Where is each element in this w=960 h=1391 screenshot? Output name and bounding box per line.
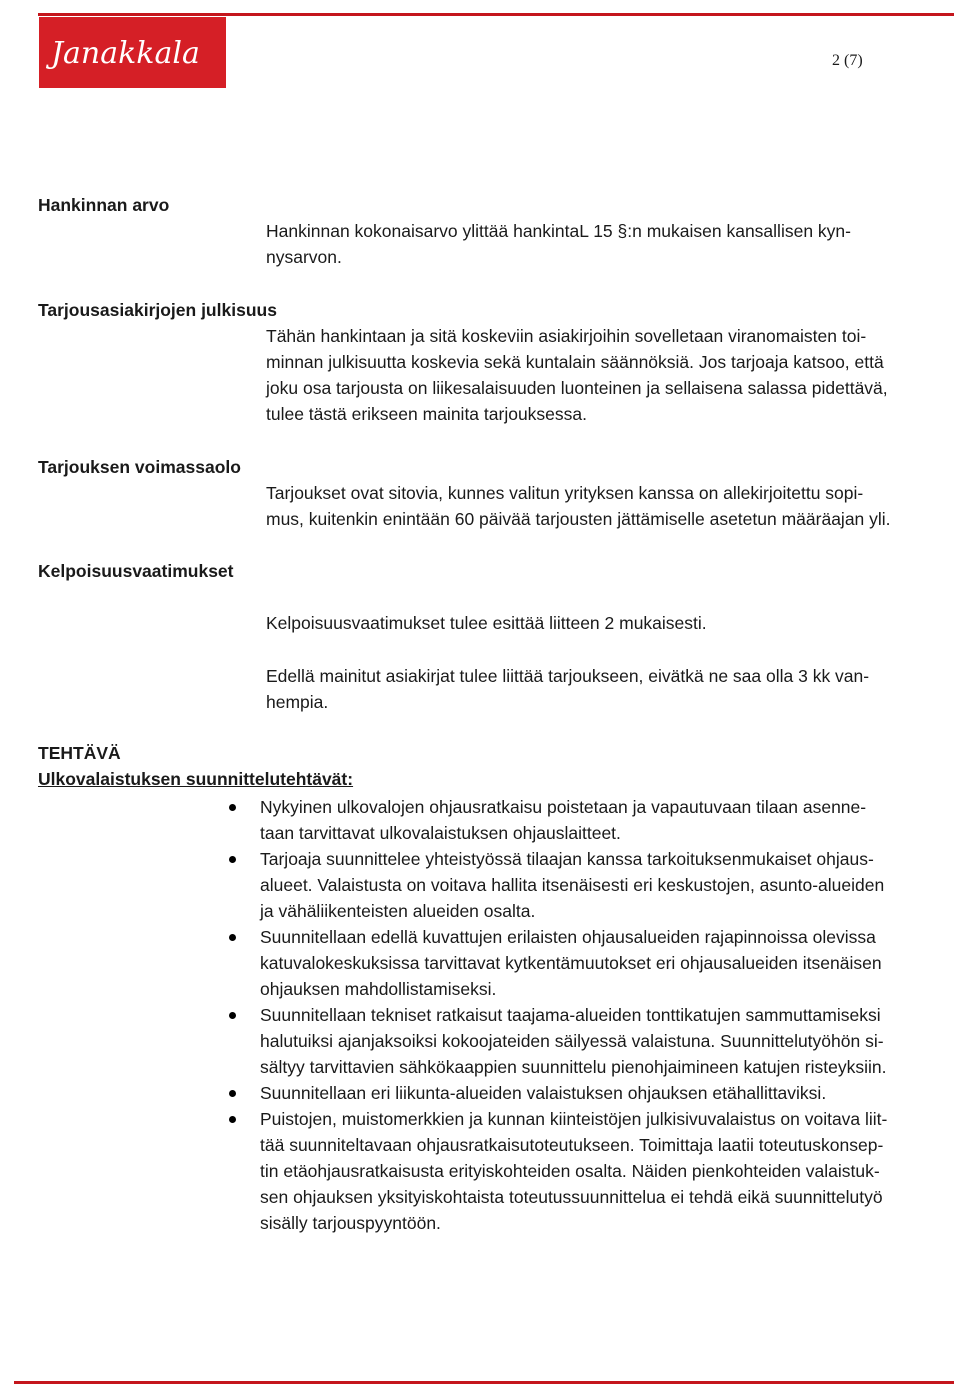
text-line: Kelpoisuusvaatimukset tulee esittää liitteen 2 mukaisesti. (266, 613, 707, 633)
text-line: sen ohjauksen yksityiskohtaista toteutussuunnittelua ei tehdä eikä suunnittelutyö (260, 1187, 883, 1207)
heading-kelpoisuusvaatimukset: Kelpoisuusvaatimukset (38, 561, 234, 581)
task-bullet-list (226, 794, 956, 1236)
bullet-icon (229, 804, 236, 811)
bullet-icon (229, 1012, 236, 1019)
heading-hankinnan-arvo: Hankinnan arvo (38, 195, 170, 215)
list-item (226, 1002, 956, 1080)
voimassaolo-text (266, 480, 956, 532)
text-line: ohjauksen mahdollistamiseksi. (260, 979, 497, 999)
janakkala-logo (39, 17, 226, 88)
kelpoisuus-text-1 (266, 610, 956, 636)
task-title: TEHTÄVÄ (38, 743, 121, 763)
text-line: Tarjoukset ovat sitovia, kunnes valitun yrityksen kanssa on allekirjoitettu sopi- (266, 483, 864, 503)
page-number: 2 (7) (832, 52, 863, 69)
text-line: halutuiksi ajanjaksoiksi kokoojateiden säilyessä valaistuna. Suunnittelutyöhön si- (260, 1031, 884, 1051)
bullet-icon (229, 934, 236, 941)
list-item (226, 794, 956, 846)
text-line: sisälly tarjouspyyntöön. (260, 1213, 441, 1233)
text-line: Tarjoaja suunnittelee yhteistyössä tilaajan kanssa tarkoituksenmukaiset ohjaus- (260, 849, 874, 869)
list-item (226, 1106, 956, 1236)
kelpoisuus-text-2 (266, 663, 956, 715)
text-line: tää suunniteltavaan ohjausratkaisutoteutukseen. Toimittaja laatii toteutuskonsep- (260, 1135, 884, 1155)
text-line: hempia. (266, 692, 329, 712)
text-line: taan tarvittavat ulkovalaistuksen ohjauslaitteet. (260, 823, 621, 843)
text-line: Puistojen, muistomerkkien ja kunnan kiinteistöjen julkisivuvalaistus on voitava liit- (260, 1109, 888, 1129)
logo-wordmark: Janakkala (51, 36, 200, 71)
list-item (226, 1080, 956, 1106)
header-rule (38, 13, 954, 16)
bullet-icon (229, 856, 236, 863)
text-line: Nykyinen ulkovalojen ohjausratkaisu poistetaan ja vapautuvaan tilaan asenne- (260, 797, 867, 817)
text-line: Tähän hankintaan ja sitä koskeviin asiakirjoihin sovelletaan viranomaisten toi- (266, 326, 867, 346)
julkisuus-text (266, 323, 956, 427)
text-line: alueet. Valaistusta on voitava hallita itsenäisesti eri keskustojen, asunto-alueiden (260, 875, 885, 895)
text-line: joku osa tarjousta on liikesalaisuuden luonteinen ja sellaisena salassa pidettävä, (266, 378, 888, 398)
text-line: Suunnitellaan tekniset ratkaisut taajama-alueiden tonttikatujen sammuttamiseksi (260, 1005, 881, 1025)
text-line: ja vähäliikenteisten alueiden osalta. (260, 901, 536, 921)
list-item (226, 924, 956, 1002)
task-subtitle: Ulkovalaistuksen suunnittelutehtävät: (38, 769, 354, 789)
text-line: katuvalokeskuksissa tarvittavat kytkentämuutokset eri ohjausalueiden itsenäisen (260, 953, 882, 973)
text-line: tin etäohjausratkaisusta erityiskohteiden osalta. Näiden pienkohteiden valaistuk- (260, 1161, 880, 1181)
heading-tarjousasiakirjojen-julkisuus: Tarjousasiakirjojen julkisuus (38, 300, 277, 320)
hankinnan-arvo-text (266, 218, 956, 270)
bullet-icon (229, 1090, 236, 1097)
text-line: Suunnitellaan eri liikunta-alueiden valaistuksen ohjauksen etähallittaviksi. (260, 1083, 827, 1103)
list-item (226, 846, 956, 924)
text-line: minnan julkisuutta koskevia sekä kuntalain säännöksiä. Jos tarjoaja katsoo, että (266, 352, 884, 372)
text-line: nysarvon. (266, 247, 342, 267)
bullet-icon (229, 1116, 236, 1123)
text-line: tulee tästä erikseen mainita tarjouksessa. (266, 404, 587, 424)
text-line: mus, kuitenkin enintään 60 päivää tarjousten jättämiselle asetetun määräajan yli. (266, 509, 891, 529)
text-line: Edellä mainitut asiakirjat tulee liittää tarjoukseen, eivätkä ne saa olla 3 kk van- (266, 666, 870, 686)
footer-rule (14, 1381, 954, 1384)
text-line: sältyy tarvittavien sähkökaappien suunnittelu pienohjaimineen katujen risteyksiin. (260, 1057, 887, 1077)
text-line: Hankinnan kokonaisarvo ylittää hankintaL 15 §:n mukaisen kansallisen kyn- (266, 221, 851, 241)
heading-tarjouksen-voimassaolo: Tarjouksen voimassaolo (38, 457, 241, 477)
text-line: Suunnitellaan edellä kuvattujen erilaisten ohjausalueiden rajapinnoissa olevissa (260, 927, 876, 947)
